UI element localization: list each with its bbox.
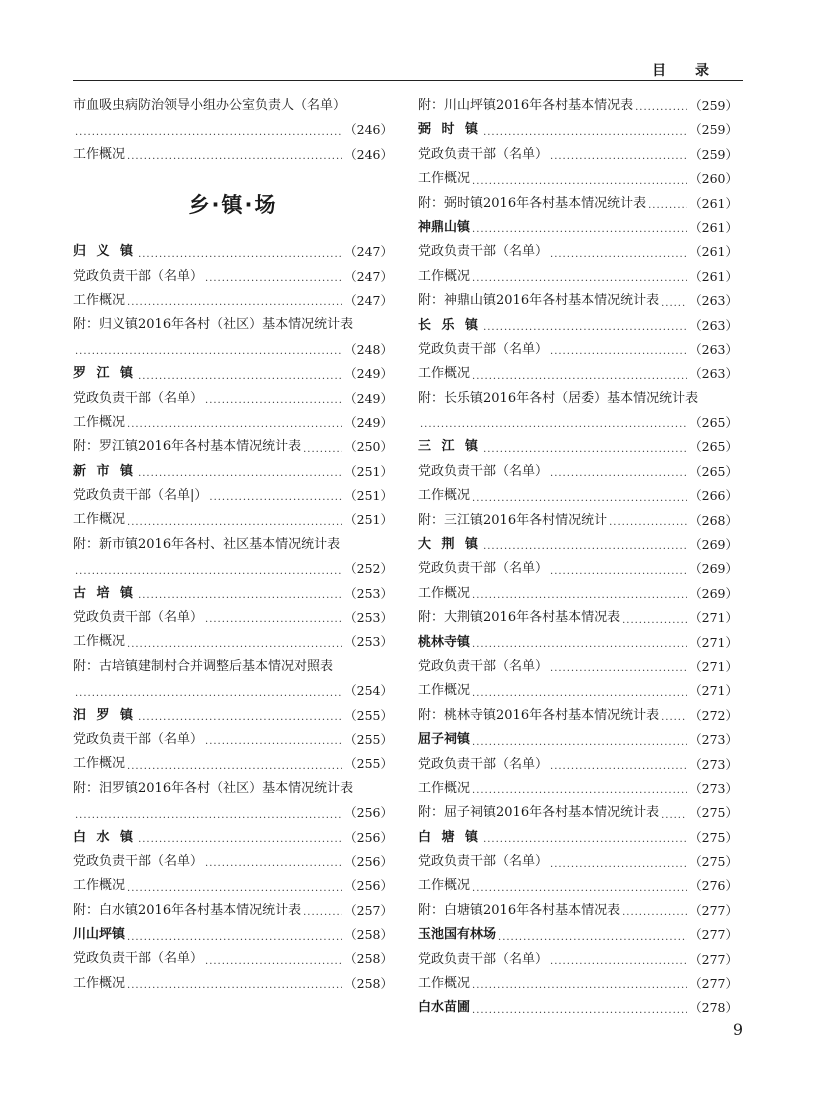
toc-entry[interactable] [418, 484, 738, 508]
toc-entry-label: 党政负责干部（名单） [73, 390, 204, 406]
toc-leader-dots [498, 928, 687, 948]
toc-entry-label: 工作概况 [418, 683, 471, 699]
toc-entry-label: 市血吸虫病防治领导小组办公室负责人（名单） [73, 97, 347, 113]
toc-page-number: （259） [689, 146, 738, 162]
toc-entry-label: 白 水 镇 [73, 829, 137, 845]
toc-page-number: （277） [689, 927, 738, 943]
toc-entry[interactable] [418, 338, 738, 362]
toc-entry[interactable] [73, 801, 393, 825]
toc-entry[interactable] [73, 655, 393, 679]
toc-entry-label: 附：弼时镇2016年各村基本情况统计表 [418, 195, 647, 211]
right-entries [418, 94, 738, 1021]
toc-entry-label: 工作概况 [418, 488, 471, 504]
toc-entry-label: 汨 罗 镇 [73, 707, 137, 723]
toc-entry[interactable] [418, 289, 738, 313]
toc-page-number: （260） [689, 171, 738, 187]
toc-leader-dots [472, 172, 687, 192]
toc-entry-label: 附：古培镇建制村合并调整后基本情况对照表 [73, 658, 334, 674]
toc-page-number: （255） [344, 756, 393, 772]
toc-entry-label: 白水苗圃 [418, 1000, 471, 1016]
toc-entry[interactable] [418, 411, 738, 435]
toc-leader-dots [483, 318, 687, 338]
toc-town-entry[interactable] [73, 460, 393, 484]
toc-entry-label: 党政负责干部（名单） [73, 853, 204, 869]
toc-town-entry[interactable] [73, 923, 393, 947]
toc-leader-dots [138, 245, 342, 265]
toc-leader-dots [205, 610, 342, 630]
toc-entry-label: 罗 江 镇 [73, 366, 137, 382]
toc-leader-dots [472, 976, 687, 996]
toc-entry-label: 党政负责干部（名单） [418, 561, 549, 577]
toc-entry-label: 党政负责干部（名单） [73, 268, 204, 284]
toc-leader-dots [75, 342, 342, 362]
toc-leader-dots [661, 708, 687, 728]
toc-entry-label: 附：罗江镇2016年各村基本情况统计表 [73, 439, 302, 455]
toc-entry-label: 长 乐 镇 [418, 317, 482, 333]
toc-entry-label: 党政负责干部（名单） [418, 854, 549, 870]
toc-entry[interactable] [73, 435, 393, 459]
toc-entry[interactable] [73, 484, 393, 508]
toc-entry-label: 附：汨罗镇2016年各村（社区）基本情况统计表 [73, 780, 354, 796]
toc-entry-label: 附：屈子祠镇2016年各村基本情况统计表 [418, 805, 660, 821]
toc-page-number: （255） [344, 731, 393, 747]
toc-page-number: （273） [689, 732, 738, 748]
toc-entry[interactable] [418, 94, 738, 118]
toc-entry-label: 党政负责干部（名单） [418, 341, 549, 357]
toc-page-number: （273） [689, 780, 738, 796]
toc-page-number: （263） [689, 317, 738, 333]
toc-page-number: （261） [689, 219, 738, 235]
toc-page-number: （265） [689, 415, 738, 431]
toc-entry[interactable] [73, 313, 393, 337]
toc-page-number: （261） [689, 195, 738, 211]
toc-leader-dots [127, 976, 342, 996]
toc-page-number: （258） [344, 975, 393, 991]
toc-leader-dots [661, 294, 687, 314]
toc-entry-label: 党政负责干部（名单） [418, 463, 549, 479]
toc-leader-dots [205, 269, 342, 289]
toc-entry[interactable] [418, 899, 738, 923]
toc-page-number: （269） [689, 537, 738, 553]
toc-page-number: （251） [344, 512, 393, 528]
toc-entry-label: 附：白水镇2016年各村基本情况统计表 [73, 902, 302, 918]
toc-entry-label: 附：长乐镇2016年各村（居委）基本情况统计表 [418, 390, 699, 406]
toc-entry[interactable] [418, 387, 738, 411]
toc-leader-dots [420, 415, 687, 435]
toc-leader-dots [303, 440, 342, 460]
toc-page-number: （259） [689, 97, 738, 113]
toc-town-entry[interactable] [418, 533, 738, 557]
toc-leader-dots [472, 367, 687, 387]
toc-page-number: （248） [344, 341, 393, 357]
toc-entry-label: 附：归义镇2016年各村（社区）基本情况统计表 [73, 317, 354, 333]
toc-page-number: （255） [344, 707, 393, 723]
toc-entry[interactable] [73, 143, 393, 167]
toc-entry-label: 古 培 镇 [73, 585, 137, 601]
toc-entry-label: 附：大荆镇2016年各村基本情况表 [418, 610, 621, 626]
toc-leader-dots [622, 903, 687, 923]
toc-page-number: （271） [689, 610, 738, 626]
toc-leader-dots [127, 928, 342, 948]
toc-entry-label: 归 义 镇 [73, 244, 137, 260]
toc-leader-dots [609, 513, 687, 533]
toc-page-number: （263） [689, 341, 738, 357]
toc-entry[interactable] [73, 118, 393, 142]
toc-entry-label: 三 江 镇 [418, 439, 482, 455]
toc-page-number: （269） [689, 561, 738, 577]
toc-leader-dots [205, 391, 342, 411]
toc-page-number: （276） [689, 878, 738, 894]
toc-page-number: （259） [689, 122, 738, 138]
toc-page-number: （258） [344, 951, 393, 967]
toc-page-number: （256） [344, 853, 393, 869]
toc-leader-dots [75, 123, 342, 143]
toc-entry[interactable] [73, 387, 393, 411]
toc-entry-label: 党政负责干部（名单|） [73, 488, 208, 504]
toc-leader-dots [483, 830, 687, 850]
toc-entry-label: 党政负责干部（名单） [418, 951, 549, 967]
toc-entry-label: 党政负责干部（名单） [73, 951, 204, 967]
toc-page-number: （265） [689, 463, 738, 479]
toc-entry-label: 党政负责干部（名单） [73, 610, 204, 626]
toc-entry-label: 工作概况 [418, 976, 471, 992]
toc-leader-dots [209, 488, 342, 508]
toc-entry-label: 工作概况 [73, 756, 126, 772]
toc-page-number: （265） [689, 439, 738, 455]
toc-page-number: （272） [689, 707, 738, 723]
toc-entry[interactable] [73, 289, 393, 313]
toc-page-number: （246） [344, 146, 393, 162]
toc-entry-label: 附：桃林寺镇2016年各村基本情况统计表 [418, 707, 660, 723]
toc-leader-dots [205, 854, 342, 874]
toc-entry-label: 附：神鼎山镇2016年各村基本情况统计表 [418, 293, 660, 309]
toc-page-number: （247） [344, 244, 393, 260]
left-column [73, 94, 393, 996]
toc-entry-label: 工作概况 [73, 878, 126, 894]
toc-entry-label: 工作概况 [73, 634, 126, 650]
toc-leader-dots [472, 220, 687, 240]
toc-leader-dots [550, 659, 687, 679]
toc-entry-label: 党政负责干部（名单） [73, 731, 204, 747]
toc-leader-dots [127, 147, 342, 167]
toc-entry-label: 川山坪镇 [73, 927, 126, 943]
toc-page-number: （275） [689, 854, 738, 870]
toc-entry[interactable] [418, 850, 738, 874]
toc-town-entry[interactable] [73, 240, 393, 264]
toc-entry[interactable] [418, 240, 738, 264]
toc-leader-dots [472, 781, 687, 801]
toc-entry[interactable] [73, 728, 393, 752]
toc-page-number: （269） [689, 585, 738, 601]
toc-entry[interactable] [73, 850, 393, 874]
toc-entry[interactable] [418, 801, 738, 825]
toc-entry[interactable] [418, 753, 738, 777]
toc-entry[interactable] [73, 679, 393, 703]
toc-town-entry[interactable] [418, 631, 738, 655]
toc-entry-label: 工作概况 [73, 414, 126, 430]
toc-page-number: （277） [689, 976, 738, 992]
toc-entry-label: 弼 时 镇 [418, 122, 482, 138]
toc-entry[interactable] [418, 972, 738, 996]
toc-leader-dots [550, 464, 687, 484]
toc-entry-label: 附：白塘镇2016年各村基本情况表 [418, 902, 621, 918]
toc-leader-dots [138, 464, 342, 484]
toc-leader-dots [205, 732, 342, 752]
toc-town-entry[interactable] [418, 826, 738, 850]
toc-leader-dots [483, 440, 687, 460]
toc-leader-dots [483, 123, 687, 143]
toc-entry-label: 新 市 镇 [73, 463, 137, 479]
toc-leader-dots [550, 342, 687, 362]
toc-page-number: （256） [344, 878, 393, 894]
toc-entry-label: 玉池国有林场 [418, 927, 497, 943]
toc-entry-label: 附：川山坪镇2016年各村基本情况表 [418, 97, 634, 113]
toc-page-number: （271） [689, 634, 738, 650]
left-top-entries [73, 94, 393, 167]
toc-entry-label: 桃林寺镇 [418, 634, 471, 650]
toc-entry[interactable] [73, 899, 393, 923]
toc-page-number: （277） [689, 951, 738, 967]
toc-town-entry[interactable] [418, 435, 738, 459]
toc-leader-dots [472, 635, 687, 655]
toc-leader-dots [661, 806, 687, 826]
toc-page-number: （273） [689, 756, 738, 772]
toc-entry[interactable] [418, 509, 738, 533]
toc-entry-label: 党政负责干部（名单） [418, 244, 549, 260]
toc-town-entry[interactable] [73, 826, 393, 850]
toc-entry-label: 屈子祠镇 [418, 732, 471, 748]
toc-entry[interactable] [418, 167, 738, 191]
toc-leader-dots [127, 635, 342, 655]
toc-entry[interactable] [418, 777, 738, 801]
toc-entry-label: 工作概况 [73, 975, 126, 991]
toc-entry[interactable] [418, 679, 738, 703]
toc-page-number: （275） [689, 829, 738, 845]
toc-page-number: （256） [344, 829, 393, 845]
toc-page-number: （258） [344, 927, 393, 943]
toc-leader-dots [550, 952, 687, 972]
section-title: 乡·镇·场 [188, 192, 278, 217]
toc-entry[interactable] [73, 752, 393, 776]
toc-leader-dots [127, 293, 342, 313]
toc-entry-label: 工作概况 [418, 878, 471, 894]
toc-entry[interactable] [418, 655, 738, 679]
toc-entry[interactable] [418, 265, 738, 289]
toc-page-number: （266） [689, 488, 738, 504]
toc-leader-dots [550, 245, 687, 265]
toc-entry-label: 党政负责干部（名单） [418, 658, 549, 674]
toc-entry[interactable] [73, 972, 393, 996]
toc-entry[interactable] [418, 460, 738, 484]
toc-page-number: （251） [344, 488, 393, 504]
toc-entry[interactable] [418, 362, 738, 386]
right-column [418, 94, 738, 1021]
toc-leader-dots [472, 586, 687, 606]
toc-page-number: （263） [689, 293, 738, 309]
toc-entry[interactable] [418, 582, 738, 606]
toc-page-number: （252） [344, 561, 393, 577]
toc-town-entry[interactable] [418, 923, 738, 947]
toc-leader-dots [550, 757, 687, 777]
toc-page-number: （256） [344, 805, 393, 821]
toc-town-entry[interactable] [73, 704, 393, 728]
left-entries [73, 240, 393, 996]
toc-entry[interactable] [418, 704, 738, 728]
toc-page-number: （253） [344, 585, 393, 601]
toc-entry-label: 工作概况 [418, 780, 471, 796]
toc-leader-dots [550, 147, 687, 167]
toc-leader-dots [483, 537, 687, 557]
toc-entry[interactable] [418, 875, 738, 899]
toc-entry[interactable] [73, 777, 393, 801]
toc-entry-label: 附：三江镇2016年各村情况统计 [418, 512, 608, 528]
page-number: 9 [732, 1020, 743, 1039]
toc-page-number: （249） [344, 390, 393, 406]
toc-leader-dots [472, 1001, 687, 1021]
toc-page-number: （271） [689, 683, 738, 699]
toc-entry[interactable] [73, 508, 393, 532]
toc-entry-label: 党政负责干部（名单） [418, 146, 549, 162]
toc-leader-dots [138, 708, 342, 728]
toc-leader-dots [472, 269, 687, 289]
toc-town-entry[interactable] [418, 118, 738, 142]
toc-page-number: （253） [344, 610, 393, 626]
toc-entry[interactable] [418, 192, 738, 216]
toc-leader-dots [75, 684, 342, 704]
toc-entry[interactable] [418, 606, 738, 630]
toc-leader-dots [138, 830, 342, 850]
toc-page-number: （247） [344, 268, 393, 284]
toc-entry-label: 工作概况 [418, 171, 471, 187]
toc-entry[interactable] [73, 338, 393, 362]
toc-entry-label: 工作概况 [73, 512, 126, 528]
toc-leader-dots [472, 489, 687, 509]
toc-page-number: （253） [344, 634, 393, 650]
toc-leader-dots [127, 513, 342, 533]
toc-entry[interactable] [418, 948, 738, 972]
toc-entry[interactable] [73, 411, 393, 435]
toc-leader-dots [550, 562, 687, 582]
toc-page-number: （261） [689, 268, 738, 284]
toc-page-number: （271） [689, 658, 738, 674]
toc-leader-dots [127, 879, 342, 899]
toc-leader-dots [472, 733, 687, 753]
toc-leader-dots [127, 415, 342, 435]
toc-town-entry[interactable] [418, 728, 738, 752]
toc-leader-dots [472, 879, 687, 899]
toc-entry-label: 白 塘 镇 [418, 829, 482, 845]
toc-entry[interactable] [73, 265, 393, 289]
toc-page-number: （250） [344, 439, 393, 455]
toc-entry-label: 工作概况 [73, 292, 126, 308]
toc-leader-dots [648, 196, 687, 216]
toc-leader-dots [472, 684, 687, 704]
toc-page-number: （254） [344, 683, 393, 699]
toc-leader-dots [303, 903, 342, 923]
toc-page-number: （249） [344, 366, 393, 382]
toc-page-number: （261） [689, 244, 738, 260]
toc-page-number: （278） [689, 1000, 738, 1016]
toc-leader-dots [138, 586, 342, 606]
toc-entry[interactable] [73, 948, 393, 972]
toc-leader-dots [205, 952, 342, 972]
toc-entry-label: 附：新市镇2016年各村、社区基本情况统计表 [73, 536, 341, 552]
toc-entry[interactable] [73, 557, 393, 581]
header-rule [73, 80, 743, 81]
toc-entry-label: 工作概况 [418, 366, 471, 382]
toc-leader-dots [127, 757, 342, 777]
toc-town-entry[interactable] [418, 216, 738, 240]
toc-town-entry[interactable] [73, 582, 393, 606]
toc-page-number: （246） [344, 122, 393, 138]
toc-page-number: （249） [344, 414, 393, 430]
toc-entry[interactable] [418, 557, 738, 581]
toc-entry[interactable] [73, 533, 393, 557]
toc-leader-dots [75, 806, 342, 826]
toc-entry[interactable] [73, 606, 393, 630]
toc-entry[interactable] [418, 143, 738, 167]
toc-town-entry[interactable] [418, 996, 738, 1020]
toc-entry-label: 党政负责干部（名单） [418, 756, 549, 772]
toc-entry-label: 工作概况 [418, 268, 471, 284]
toc-page-number: （268） [689, 512, 738, 528]
toc-leader-dots [635, 98, 687, 118]
toc-entry[interactable] [73, 630, 393, 654]
toc-leader-dots [550, 855, 687, 875]
toc-page-number: （263） [689, 366, 738, 382]
toc-town-entry[interactable] [73, 362, 393, 386]
toc-leader-dots [138, 367, 342, 387]
toc-page-number: （251） [344, 463, 393, 479]
toc-entry-label: 神鼎山镇 [418, 219, 471, 235]
toc-entry-label: 工作概况 [418, 585, 471, 601]
toc-page-number: （275） [689, 805, 738, 821]
running-header-title: 目 录 [652, 63, 721, 79]
toc-leader-dots [75, 562, 342, 582]
toc-page-number: （277） [689, 902, 738, 918]
toc-entry-label: 大 荆 镇 [418, 537, 482, 553]
toc-town-entry[interactable] [418, 314, 738, 338]
toc-page-number: （247） [344, 292, 393, 308]
toc-entry-label: 工作概况 [73, 146, 126, 162]
toc-page-number: （257） [344, 902, 393, 918]
toc-entry[interactable] [73, 94, 393, 118]
toc-leader-dots [622, 611, 687, 631]
toc-entry[interactable] [73, 874, 393, 898]
